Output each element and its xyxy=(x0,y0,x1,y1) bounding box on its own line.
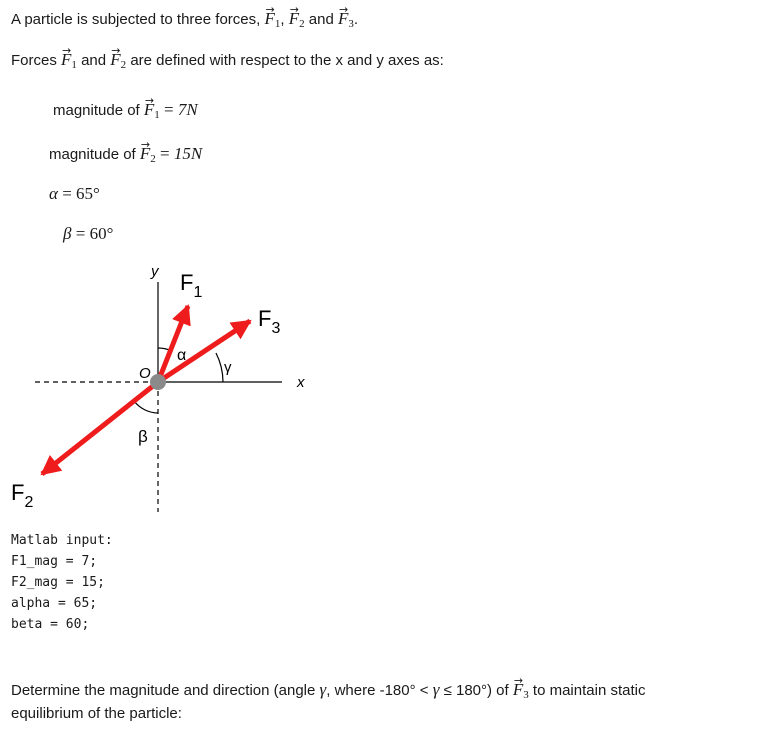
matlab-input-block xyxy=(11,530,113,635)
beta-symbol: β xyxy=(138,427,148,446)
f3-symbol: → $F_3$ xyxy=(338,9,354,29)
forces-definition: Forces → $F_1$ and → $F_2$ are defined with respect to the x and y axes as: xyxy=(11,50,444,71)
alpha-symbol: α xyxy=(177,347,187,364)
f3-label: $F_3$ xyxy=(258,306,281,337)
matlab-line: F2_mag = 15; xyxy=(11,575,105,590)
beta-arc xyxy=(134,401,158,413)
gamma-arc xyxy=(216,353,223,382)
f1-symbol: → $F_1$ xyxy=(264,9,280,29)
question-line-1: Determine the magnitude and direction (angle γ, where -180° < γ ≤ 180°) of → $F_3$ to maintain static xyxy=(11,680,645,701)
beta-value: β = 60° xyxy=(63,224,114,243)
f2-label: $F_2$ xyxy=(11,480,34,511)
alpha-value: α = 65° xyxy=(49,184,100,203)
f2-symbol: → $F_2$ xyxy=(289,9,305,29)
magnitude-f2: magnitude of → $F_2 = 15N$ xyxy=(49,144,202,165)
x-axis-label: x xyxy=(297,374,305,391)
question-line-2: equilibrium of the particle: xyxy=(11,705,182,722)
origin-label: O xyxy=(139,365,151,382)
intro-sentence: A particle is subjected to three forces, → $F_1$, → $F_2$ and → $F_3$. xyxy=(11,9,358,30)
y-axis-label: y xyxy=(151,263,159,280)
matlab-line: alpha = 65; xyxy=(11,596,98,611)
matlab-line: F1_mag = 7; xyxy=(11,554,98,569)
gamma-symbol: γ xyxy=(224,359,232,376)
f1-symbol: → $F_1$ xyxy=(61,50,77,70)
f3-symbol: → $F_3$ xyxy=(513,680,529,700)
particle-point xyxy=(150,374,166,390)
matlab-line: beta = 60; xyxy=(11,617,90,632)
matlab-line: Matlab input: xyxy=(11,533,113,548)
f1-label: $F_1$ xyxy=(180,270,203,301)
f2-symbol: → $F_2$ xyxy=(110,50,126,70)
magnitude-f1: magnitude of → $F_1 = 7N$ xyxy=(53,100,198,121)
